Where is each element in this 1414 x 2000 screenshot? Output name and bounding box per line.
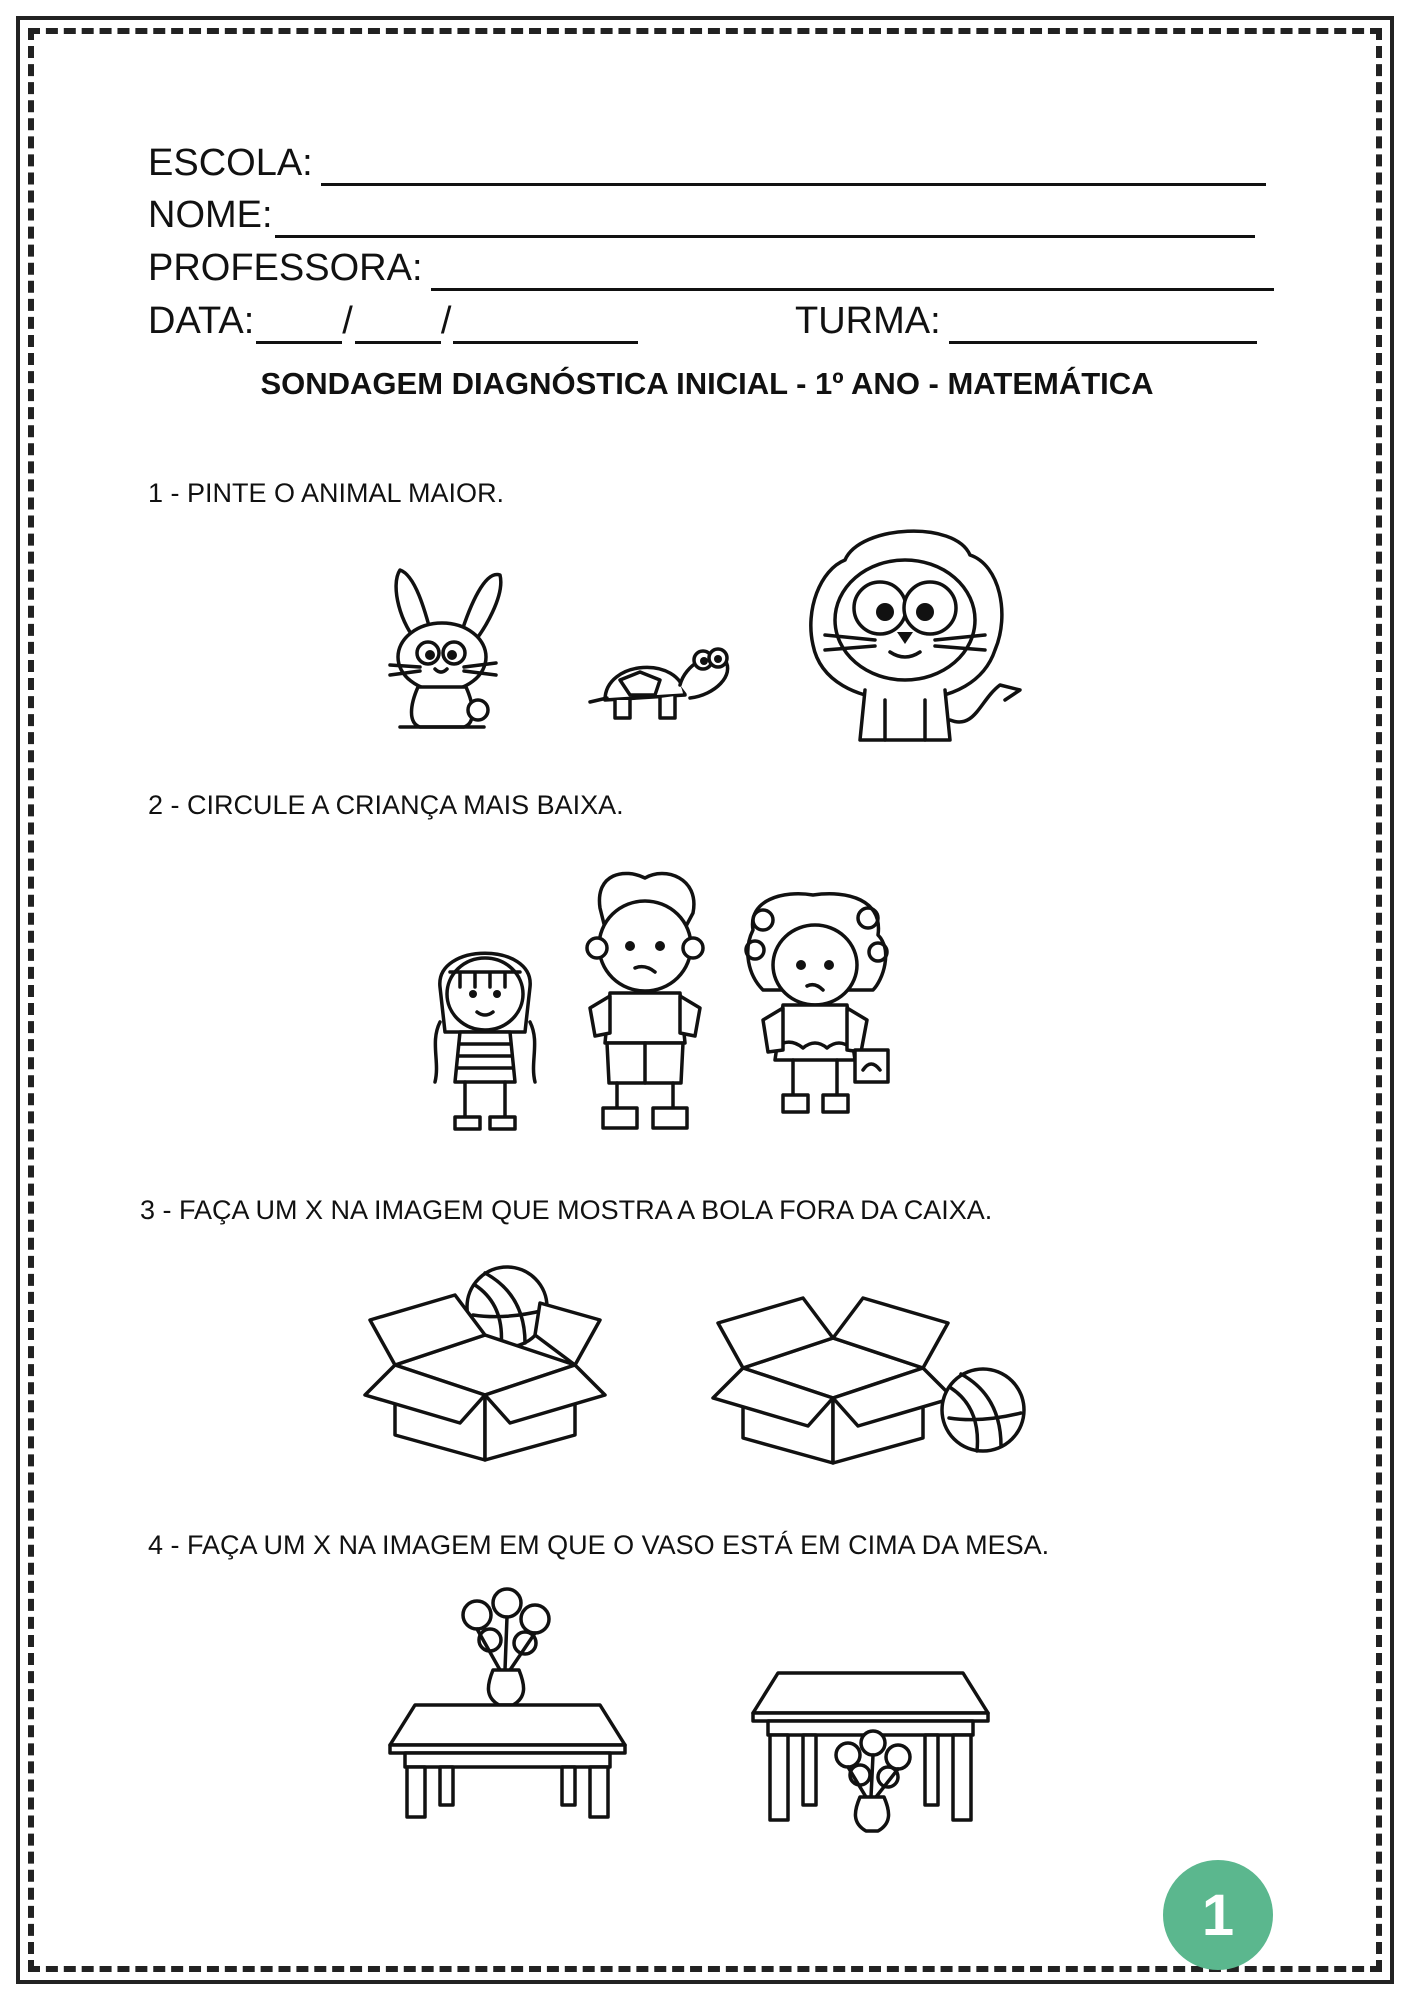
question-3: 3 - FAÇA UM X NA IMAGEM QUE MOSTRA A BOLA FORA DA CAIXA. [140,1195,993,1225]
girl-curly-icon[interactable] [743,890,898,1130]
lion-icon[interactable] [805,520,1025,750]
escola-label: ESCOLA: [148,142,313,184]
escola-field [148,140,1266,186]
professora-label: PROFESSORA: [148,247,423,289]
table-vase-on-top-icon[interactable] [385,1585,630,1820]
page-title: SONDAGEM DIAGNÓSTICA INICIAL - 1º ANO - MATEMÁTICA [260,366,1154,401]
table-vase-under-icon[interactable] [748,1665,993,1845]
question-2: 2 - CIRCULE A CRIANÇA MAIS BAIXA. [148,790,624,820]
box-ball-outside-icon[interactable] [713,1268,1028,1468]
professora-blank[interactable] [431,250,1274,291]
girl-braids-icon[interactable] [425,932,545,1132]
rabbit-icon[interactable] [380,565,510,735]
data-sep-2: / [440,300,452,342]
box-ball-inside-icon[interactable] [365,1265,605,1465]
page-number-badge: 1 [1163,1860,1273,1970]
data-label: DATA: [148,300,255,342]
boy-icon[interactable] [575,868,715,1133]
turma-blank[interactable] [949,303,1257,344]
escola-blank[interactable] [321,145,1266,186]
data-sep-1: / [342,300,353,342]
data-day-blank[interactable] [256,303,342,344]
data-field [148,298,638,344]
question-4: 4 - FAÇA UM X NA IMAGEM EM QUE O VASO ESTÁ EM CIMA DA MESA. [148,1530,1050,1560]
question-1: 1 - PINTE O ANIMAL MAIOR. [148,478,505,508]
nome-blank[interactable] [275,197,1255,238]
nome-label: NOME: [148,194,273,236]
turma-label: TURMA: [795,300,941,342]
professora-field [148,245,1274,291]
turma-field [795,298,1257,344]
nome-field [148,192,1255,238]
data-month-blank[interactable] [355,303,441,344]
turtle-icon[interactable] [585,630,735,730]
data-year-blank[interactable] [453,303,638,344]
